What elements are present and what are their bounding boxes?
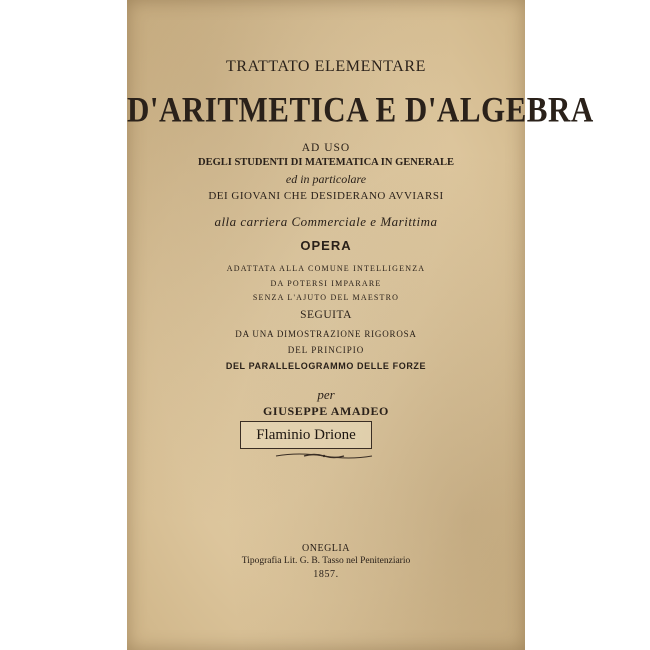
line-demonstration: DA UNA DIMOSTRAZIONE RIGOROSA — [235, 329, 417, 339]
line-students: DEGLI STUDENTI DI MATEMATICA IN GENERALE — [197, 157, 455, 168]
line-career: alla carriera Commerciale e Marittima — [214, 214, 438, 229]
imprint-year: 1857. — [313, 569, 339, 580]
line-parallelogram: DEL PARALLELOGRAMMO DELLE FORZE — [225, 361, 427, 371]
line-followed: SEGUITA — [300, 309, 352, 321]
line-ad-uso: AD USO — [301, 142, 351, 154]
line-young-people: DEI GIOVANI CHE DESIDERANO AVVIARSI — [208, 190, 444, 202]
book-title: D'ARITMETICA E D'ALGEBRA — [127, 89, 594, 130]
title-page — [127, 0, 594, 650]
ownership-stamp: Flaminio Drione — [240, 421, 372, 449]
line-adapted: ADATTATA ALLA COMUNE INTELLIGENZA — [226, 264, 426, 273]
line-in-particular: ed in particolare — [285, 172, 367, 186]
imprint-printer: Tipografia Lit. G. B. Tasso nel Penitenziario — [241, 556, 411, 566]
line-principle: DEL PRINCIPIO — [287, 345, 365, 355]
author-name: GIUSEPPE AMADEO — [262, 404, 389, 418]
ornament-rule-icon — [274, 452, 374, 460]
line-by: per — [317, 387, 335, 402]
treatise-subtitle: TRATTATO ELEMENTARE — [225, 58, 427, 75]
line-to-learn: DA POTERSI IMPARARE — [270, 279, 382, 288]
imprint-place: ONEGLIA — [302, 543, 350, 554]
line-without-teacher: SENZA L'AJUTO DEL MAESTRO — [252, 293, 400, 302]
line-opera: OPERA — [300, 238, 352, 253]
